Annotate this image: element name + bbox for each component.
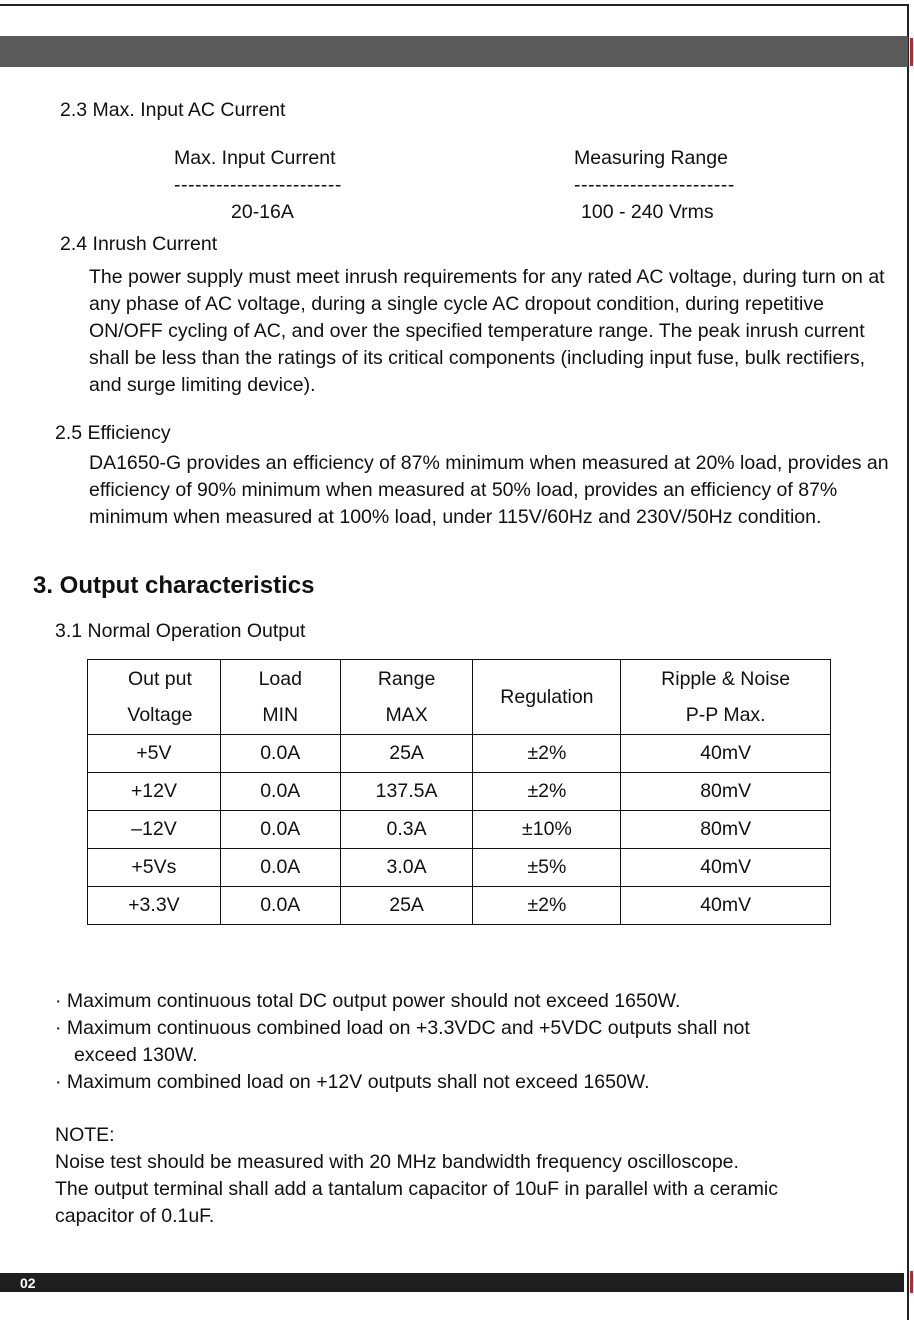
table-row	[88, 735, 831, 773]
cell-load-min: 0.0A	[220, 849, 340, 887]
header-range-max	[340, 660, 473, 735]
page-top-rule	[0, 4, 908, 6]
cell-range-max: 25A	[340, 735, 473, 773]
measuring-range-value: 100 - 240 Vrms	[581, 201, 714, 223]
table-row	[88, 811, 831, 849]
cell-ripple-noise: 40mV	[621, 887, 831, 925]
bullet-item-continuation: exceed 130W.	[74, 1044, 198, 1066]
measuring-range-header: Measuring Range	[574, 147, 728, 169]
header-range-line1: Range	[377, 668, 436, 690]
note-line: Noise test should be measured with 20 MHz bandwidth frequency oscilloscope.	[55, 1151, 739, 1173]
cell-load-min: 0.0A	[220, 811, 340, 849]
bullet-item: · Maximum continuous total DC output power should not exceed 1650W.	[55, 990, 681, 1012]
header-accent-mark	[910, 38, 913, 66]
section-3-1-title: 3.1 Normal Operation Output	[55, 620, 306, 642]
cell-regulation: ±2%	[473, 735, 621, 773]
header-ripple-line2: P-P Max.	[685, 704, 766, 726]
cell-ripple-noise: 80mV	[621, 811, 831, 849]
note-line: The output terminal shall add a tantalum capacitor of 10uF in parallel with a ceramic	[55, 1178, 778, 1200]
cell-regulation: ±5%	[473, 849, 621, 887]
section-2-3-title: 2.3 Max. Input AC Current	[60, 99, 286, 121]
header-output-line1: Out put	[127, 668, 192, 690]
cell-ripple-noise: 40mV	[621, 735, 831, 773]
section-2-4-body: The power supply must meet inrush requirements for any rated AC voltage, during turn on at any phase of AC voltage, during a single cycle AC dropout condition, during repetitive ON/OFF cycling of AC, and over the specified temperature range. The peak inrush current shall be less than the ratings of its critical components (including input fuse, bulk rectifiers, and surge limiting device).	[89, 266, 885, 396]
output-spec-table	[87, 659, 831, 925]
header-output-voltage	[88, 660, 221, 735]
bullet-item: · Maximum continuous combined load on +3.3VDC and +5VDC outputs shall not	[55, 1017, 750, 1039]
note-line: capacitor of 0.1uF.	[55, 1205, 215, 1227]
table-header-row	[88, 660, 831, 735]
table-row	[88, 849, 831, 887]
footer-bar	[0, 1273, 904, 1292]
header-ripple-line1: Ripple & Noise	[661, 668, 791, 690]
header-range-line2: MAX	[385, 704, 428, 726]
table-row	[88, 773, 831, 811]
cell-voltage: +12V	[88, 773, 221, 811]
footer-accent-mark	[910, 1271, 913, 1293]
cell-voltage: +3.3V	[88, 887, 221, 925]
header-load-line1: Load	[258, 668, 302, 690]
table-row	[88, 887, 831, 925]
cell-range-max: 0.3A	[340, 811, 473, 849]
cell-regulation: ±10%	[473, 811, 621, 849]
header-load-line2: MIN	[262, 704, 299, 726]
cell-load-min: 0.0A	[220, 887, 340, 925]
section-2-5-body: DA1650-G provides an efficiency of 87% minimum when measured at 20% load, provides an efficiency of 90% minimum when measured at 50% load, provides an efficiency of 87% minimum when measured at 100% load, under 115V/60Hz and 230V/50Hz condition.	[89, 452, 889, 528]
page-right-rule	[907, 4, 909, 1320]
cell-load-min: 0.0A	[220, 773, 340, 811]
cell-voltage: +5Vs	[88, 849, 221, 887]
cell-voltage: –12V	[88, 811, 221, 849]
cell-voltage: +5V	[88, 735, 221, 773]
max-input-current-value: 20-16A	[231, 201, 294, 223]
header-regulation	[473, 660, 621, 735]
header-output-line2: Voltage	[127, 704, 193, 726]
section-2-5-title: 2.5 Efficiency	[55, 422, 171, 444]
measuring-range-rule: -----------------------	[574, 174, 735, 196]
page-number: 02	[20, 1275, 36, 1291]
section-3-heading: 3. Output characteristics	[33, 572, 315, 599]
cell-range-max: 25A	[340, 887, 473, 925]
bullet-item: · Maximum combined load on +12V outputs shall not exceed 1650W.	[55, 1071, 650, 1093]
cell-ripple-noise: 80mV	[621, 773, 831, 811]
cell-range-max: 3.0A	[340, 849, 473, 887]
cell-ripple-noise: 40mV	[621, 849, 831, 887]
max-input-current-rule: ------------------------	[174, 174, 342, 196]
cell-load-min: 0.0A	[220, 735, 340, 773]
cell-regulation: ±2%	[473, 887, 621, 925]
max-input-current-header: Max. Input Current	[174, 147, 336, 169]
section-2-4-title: 2.4 Inrush Current	[60, 233, 218, 255]
cell-range-max: 137.5A	[340, 773, 473, 811]
header-ripple-noise	[621, 660, 831, 735]
cell-regulation: ±2%	[473, 773, 621, 811]
note-label: NOTE:	[55, 1124, 115, 1146]
header-load-min	[220, 660, 340, 735]
header-bar	[0, 36, 908, 67]
header-regulation-label: Regulation	[500, 685, 594, 708]
